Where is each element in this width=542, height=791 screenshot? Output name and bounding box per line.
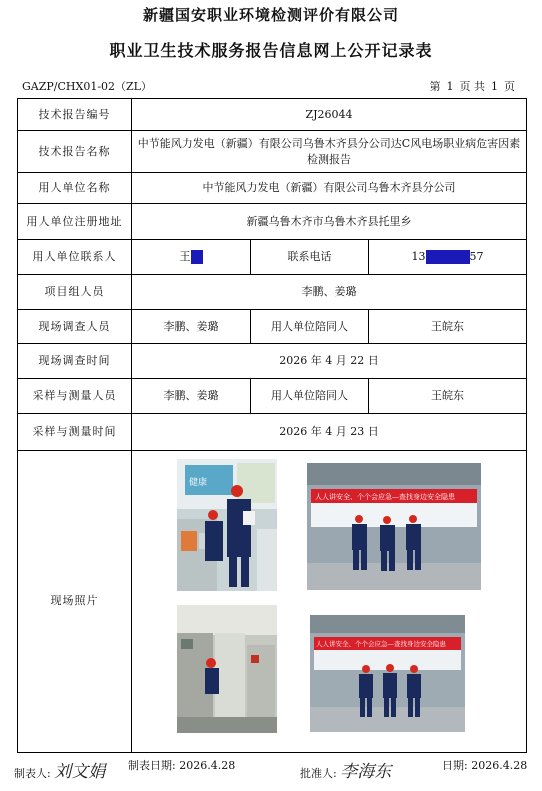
site-photo-4 bbox=[310, 615, 465, 732]
approved-by bbox=[300, 757, 391, 782]
approved-by-signature: 李海东 bbox=[340, 762, 392, 782]
value-sampling-companion: 王皖东 bbox=[369, 378, 527, 413]
label-employer-address: 用人单位注册地址 bbox=[18, 204, 132, 239]
phone-suffix: 57 bbox=[469, 250, 484, 264]
value-report-name: 中节能风力发电（新疆）有限公司乌鲁木齐县分公司达C风电场职业病危害因素检测报告 bbox=[132, 131, 527, 173]
value-survey-staff: 李鹏、姜璐 bbox=[132, 309, 251, 343]
company-name: 新疆国安职业环境检测评价有限公司 bbox=[142, 6, 399, 24]
value-phone bbox=[369, 239, 527, 274]
row-team bbox=[18, 275, 527, 309]
label-survey-time: 现场调查时间 bbox=[18, 344, 132, 378]
photos-cell bbox=[132, 450, 527, 752]
value-employer-address: 新疆乌鲁木齐市乌鲁木齐县托里乡 bbox=[132, 204, 527, 239]
label-contact: 用人单位联系人 bbox=[18, 239, 132, 274]
site-photo-2 bbox=[307, 463, 481, 590]
prepared-date-label: 制表日期: bbox=[128, 759, 176, 772]
site-photo-1 bbox=[177, 459, 277, 591]
page-number: 第 1 页 共 1 页 bbox=[429, 80, 515, 93]
label-employer-name: 用人单位名称 bbox=[18, 173, 132, 204]
label-survey-staff: 现场调查人员 bbox=[18, 309, 132, 343]
approved-by-label: 批准人: bbox=[300, 767, 337, 780]
row-employer-name bbox=[18, 173, 527, 204]
value-sampling-staff: 李鹏、姜璐 bbox=[132, 378, 251, 413]
banner-text: 人人讲安全、个个会应急—查找身边安全隐患 bbox=[316, 639, 446, 648]
record-table bbox=[17, 98, 527, 753]
prepared-by-signature: 刘文娟 bbox=[54, 762, 106, 782]
row-survey-staff bbox=[18, 309, 527, 343]
row-employer-address bbox=[18, 204, 527, 239]
label-report-no: 技术报告编号 bbox=[18, 99, 132, 131]
row-photos bbox=[18, 450, 527, 752]
approved-date-label: 日期: bbox=[442, 759, 468, 772]
row-survey-time bbox=[18, 344, 527, 378]
label-sampling-time: 采样与测量时间 bbox=[18, 414, 132, 451]
value-employer-name: 中节能风力发电（新疆）有限公司乌鲁木齐县分公司 bbox=[132, 173, 527, 204]
label-report-name: 技术报告名称 bbox=[18, 131, 132, 173]
approved-date bbox=[442, 757, 527, 773]
label-phone: 联系电话 bbox=[251, 239, 369, 274]
label-photos: 现场照片 bbox=[18, 450, 132, 752]
label-sampling-companion: 用人单位陪同人 bbox=[251, 378, 369, 413]
value-survey-companion: 王皖东 bbox=[369, 309, 527, 343]
value-report-no: ZJ26044 bbox=[132, 99, 527, 131]
form-title: 职业卫生技术服务报告信息网上公开记录表 bbox=[109, 41, 433, 60]
phone-prefix: 13 bbox=[411, 250, 426, 264]
wall-poster-text: 健康 bbox=[189, 477, 208, 488]
redaction-block bbox=[426, 250, 470, 264]
row-contact bbox=[18, 239, 527, 274]
value-sampling-time: 2026 年 4 月 23 日 bbox=[132, 414, 527, 451]
value-contact bbox=[132, 239, 251, 274]
label-survey-companion: 用人单位陪同人 bbox=[251, 309, 369, 343]
row-report-no bbox=[18, 99, 527, 131]
prepared-date-value: 2026.4.28 bbox=[179, 759, 236, 772]
redaction-block bbox=[191, 250, 203, 264]
row-sampling-time bbox=[18, 414, 527, 451]
prepared-by bbox=[14, 757, 105, 782]
value-team: 李鹏、姜璐 bbox=[132, 275, 527, 309]
doc-code: GAZP/CHX01-02（ZL） bbox=[22, 80, 152, 93]
prepared-date bbox=[128, 757, 235, 773]
row-sampling-staff bbox=[18, 378, 527, 413]
label-sampling-staff: 采样与测量人员 bbox=[18, 378, 132, 413]
banner-text: 人人讲安全、个个会应急—查找身边安全隐患 bbox=[315, 492, 455, 501]
value-survey-time: 2026 年 4 月 22 日 bbox=[132, 344, 527, 378]
label-team: 项目组人员 bbox=[18, 275, 132, 309]
contact-name-visible: 王 bbox=[179, 250, 191, 264]
site-photo-3 bbox=[177, 605, 277, 733]
row-report-name bbox=[18, 131, 527, 173]
approved-date-value: 2026.4.28 bbox=[471, 759, 528, 772]
prepared-by-label: 制表人: bbox=[14, 767, 51, 780]
